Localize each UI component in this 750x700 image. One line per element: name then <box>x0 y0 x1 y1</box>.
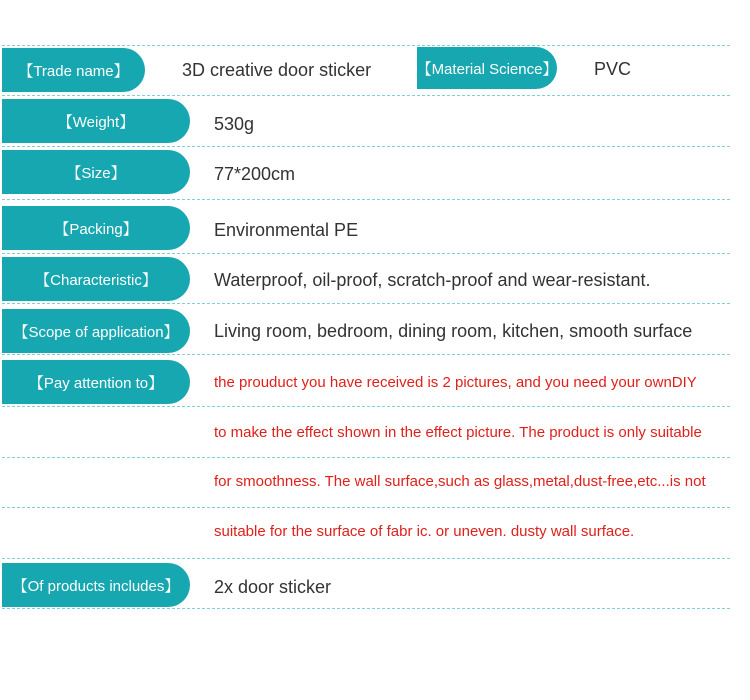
divider <box>2 507 730 508</box>
divider <box>2 95 730 96</box>
weight-label: 【Weight】 <box>2 99 190 143</box>
includes-value: 2x door sticker <box>214 577 332 597</box>
trade-name-value: 3D creative door sticker <box>182 60 372 80</box>
size-label: 【Size】 <box>2 150 190 194</box>
scope-value: Living room, bedroom, dining room, kitchen, smooth surface <box>214 321 693 341</box>
divider <box>2 558 730 559</box>
notice-line: suitable for the surface of fabr ic. or uneven. dusty wall surface. <box>214 523 635 540</box>
divider <box>2 253 730 254</box>
notice-line: the prouduct you have received is 2 pictures, and you need your ownDIY <box>214 374 697 391</box>
pay-attention-label: 【Pay attention to】 <box>2 360 190 404</box>
packing-value: Environmental PE <box>214 220 359 240</box>
size-value: 77*200cm <box>214 164 296 184</box>
divider <box>2 457 730 458</box>
notice-line: to make the effect shown in the effect picture. The product is only suitable <box>214 424 702 441</box>
divider <box>2 406 730 407</box>
includes-label: 【Of products includes】 <box>2 563 190 607</box>
trade-name-label: 【Trade name】 <box>2 48 145 92</box>
packing-label: 【Packing】 <box>2 206 190 250</box>
weight-value: 530g <box>214 114 255 134</box>
material-value: PVC <box>594 59 632 79</box>
divider <box>2 608 730 609</box>
material-label: 【Material Science】 <box>417 47 557 89</box>
divider <box>2 199 730 200</box>
characteristic-label: 【Characteristic】 <box>2 257 190 301</box>
divider <box>2 303 730 304</box>
divider <box>2 45 730 46</box>
divider <box>2 354 730 355</box>
characteristic-value: Waterproof, oil-proof, scratch-proof and wear-resistant. <box>214 270 651 290</box>
divider <box>2 146 730 147</box>
scope-label: 【Scope of application】 <box>2 309 190 353</box>
notice-line: for smoothness. The wall surface,such as glass,metal,dust-free,etc...is not <box>214 473 706 490</box>
